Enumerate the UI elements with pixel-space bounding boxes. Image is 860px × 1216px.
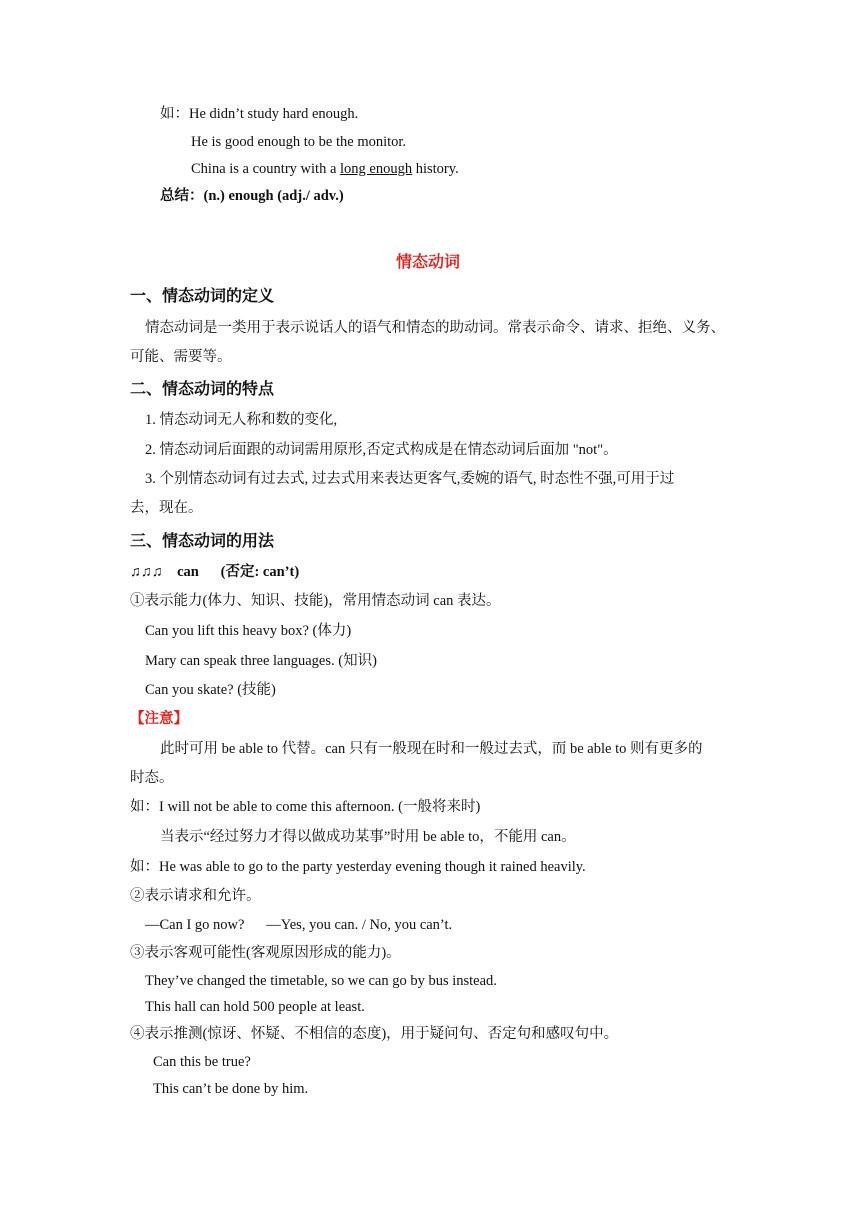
part1-para-line2: 可能、需要等。 [130,349,232,365]
usage3-example-2: This hall can hold 500 people at least. [145,999,365,1015]
example-line-1 [160,104,358,124]
section-title: 情态动词 [396,252,461,271]
part1-para-line1: 情态动词是一类用于表示说话人的语气和情态的助动词。常表示命令、请求、拒绝、义务、 [145,320,725,336]
usage1-example-3: Can you skate? (技能) [145,682,276,698]
note-example-1: 如：I will not be able to come this afternoon. (一般将来时) [130,799,481,815]
part3-heading: 三、情态动词的用法 [130,531,275,550]
example-line-3-underlined: long enough [340,161,413,177]
usage4-example-2: This can’t be done by him. [153,1081,309,1097]
note-label: 【注意】 [130,711,188,727]
part2-item2: 2. 情态动词后面跟的动词需用原形,否定式构成是在情态动词后面加 "not"。 [145,442,618,458]
usage4-example-1: Can this be true? [153,1054,251,1070]
usage1-example-2: Mary can speak three languages. (知识) [145,653,377,669]
note-line-2: 时态。 [130,770,174,786]
example-line-3-post: history. [412,161,459,177]
usage2: ②表示请求和允许。 [130,888,261,904]
example-line-3-pre: China is a country with a [191,161,341,177]
note-line-1: 此时可用 be able to 代替。can 只有一般现在时和一般过去式，而 be able to 则有更多的 [160,741,703,757]
usage3-example-1: They’ve changed the timetable, so we can go by bus instead. [145,973,497,989]
summary-label: 总结： [160,188,204,204]
summary-text: (n.) enough (adj./ adv.) [203,188,344,204]
can-heading: ♫♫♫ can (否定: can’t) [130,564,300,580]
part2-item3-line1: 3. 个别情态动词有过去式, 过去式用来表达更客气,委婉的语气, 时态性不强,可用于过 [145,471,675,487]
summary-line [160,186,344,206]
example-text: He didn’t study hard enough. [189,106,359,122]
part2-item3-line2: 去，现在。 [130,500,203,516]
part1-heading: 一、情态动词的定义 [130,286,275,305]
part2-item1: 1. 情态动词无人称和数的变化, [145,412,338,428]
example-line-2: He is good enough to be the monitor. [191,134,407,150]
usage2-example: —Can I go now? —Yes, you can. / No, you can’t. [145,917,453,933]
note-example-2: 如：He was able to go to the party yesterday evening though it rained heavily. [130,859,586,875]
example-line-3 [191,159,459,179]
example-prefix: 如： [160,106,189,122]
note-line-3: 当表示“经过努力才得以做成功某事”时用 be able to，不能用 can。 [160,829,576,845]
part2-heading: 二、情态动词的特点 [130,379,275,398]
usage4: ④表示推测(惊讶、怀疑、不相信的态度)，用于疑问句、否定句和感叹句中。 [130,1026,619,1042]
usage1: ①表示能力(体力、知识、技能)，常用情态动词 can 表达。 [130,593,501,609]
usage1-example-1: Can you lift this heavy box? (体力) [145,623,352,639]
usage3: ③表示客观可能性(客观原因形成的能力)。 [130,945,401,961]
